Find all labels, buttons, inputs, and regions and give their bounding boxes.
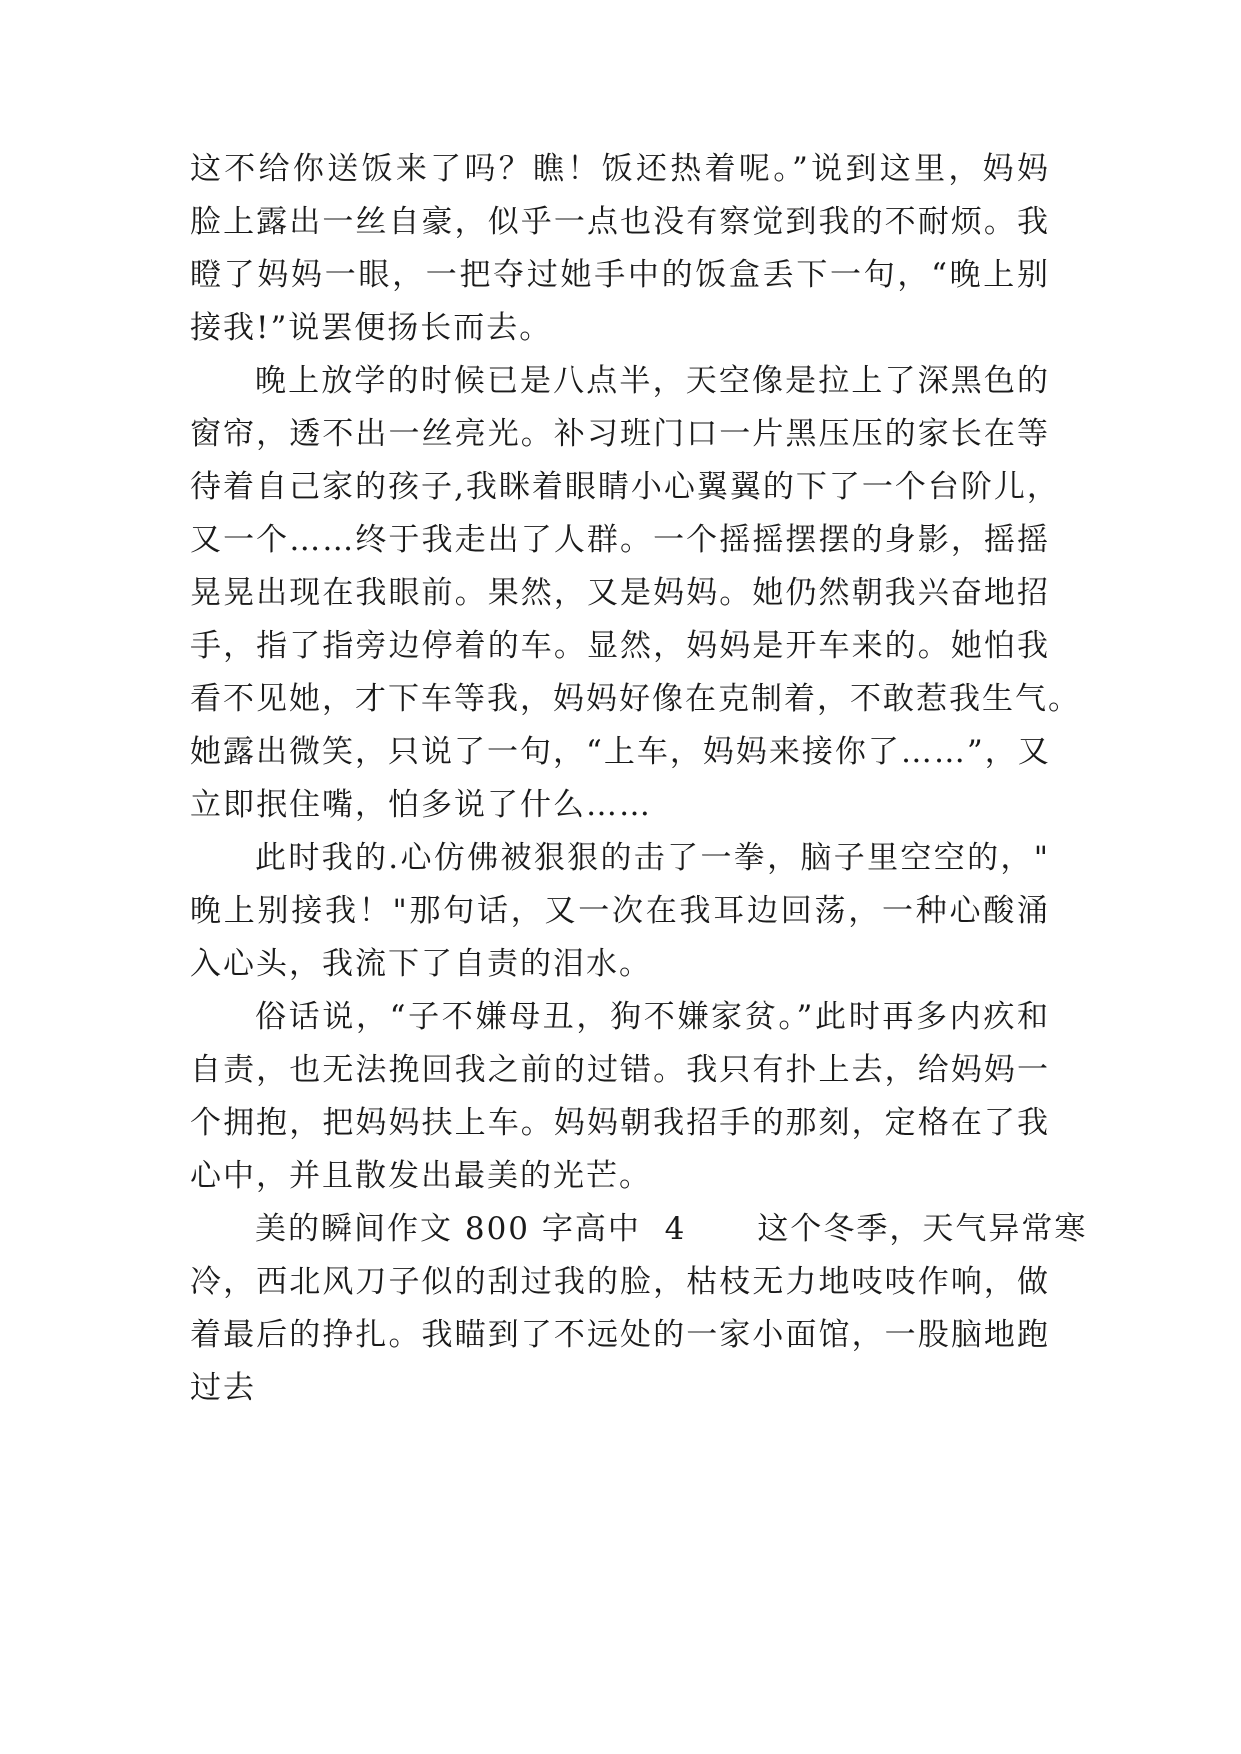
text-line: 脸上露出一丝自豪，似乎一点也没有察觉到我的不耐烦。我 [190, 204, 1050, 240]
text-line: 心中，并且散发出最美的光芒。 [190, 1158, 652, 1194]
text-line: 个拥抱，把妈妈扶上车。妈妈朝我招手的那刻，定格在了我 [190, 1105, 1050, 1141]
text-line: 接我!”说罢便扬长而去。 [190, 310, 553, 346]
text-line: 自责，也无法挽回我之前的过错。我只有扑上去，给妈妈一 [190, 1052, 1050, 1088]
paragraph-first-line: 俗话说，“子不嫌母丑，狗不嫌家贫。”此时再多内疚和 [255, 999, 1050, 1035]
text-line: 晚上别接我！"那句话，又一次在我耳边回荡，一种心酸涌 [190, 893, 1050, 929]
text-line: 看不见她，才下车等我，妈妈好像在克制着，不敢惹我生气。 [190, 681, 1081, 717]
text-line: 过去 [190, 1370, 256, 1406]
paragraph-first-line: 此时我的.心仿佛被狠狠的击了一拳，脑子里空空的，" [255, 840, 1050, 876]
text-line: 入心头，我流下了自责的泪水。 [190, 946, 652, 982]
text-line: 又一个……终于我走出了人群。一个摇摇摆摆的身影，摇摇 [190, 522, 1050, 558]
text-line: 瞪了妈妈一眼，一把夺过她手中的饭盒丢下一句，“晚上别 [190, 257, 1050, 293]
section-heading-line: 美的瞬间作文 800 字高中 4 这个冬季，天气异常寒 [255, 1211, 1088, 1247]
text-line: 她露出微笑，只说了一句，“上车，妈妈来接你了……”，又 [190, 734, 1051, 770]
paragraph-first-line: 晚上放学的时候已是八点半，天空像是拉上了深黑色的 [255, 363, 1050, 399]
text-line: 晃晃出现在我眼前。果然，又是妈妈。她仍然朝我兴奋地招 [190, 575, 1050, 611]
text-line: 着最后的挣扎。我瞄到了不远处的一家小面馆，一股脑地跑 [190, 1317, 1050, 1353]
text-line: 这不给你送饭来了吗？瞧！饭还热着呢。”说到这里，妈妈 [190, 151, 1050, 187]
text-line: 窗帘，透不出一丝亮光。补习班门口一片黑压压的家长在等 [190, 416, 1050, 452]
text-line: 待着自己家的孩子,我眯着眼睛小心翼翼的下了一个台阶儿， [190, 469, 1060, 505]
text-line: 冷，西北风刀子似的刮过我的脸，枯枝无力地吱吱作响，做 [190, 1264, 1050, 1300]
text-line: 手，指了指旁边停着的车。显然，妈妈是开车来的。她怕我 [190, 628, 1050, 664]
text-line: 立即抿住嘴，怕多说了什么…… [190, 787, 652, 823]
